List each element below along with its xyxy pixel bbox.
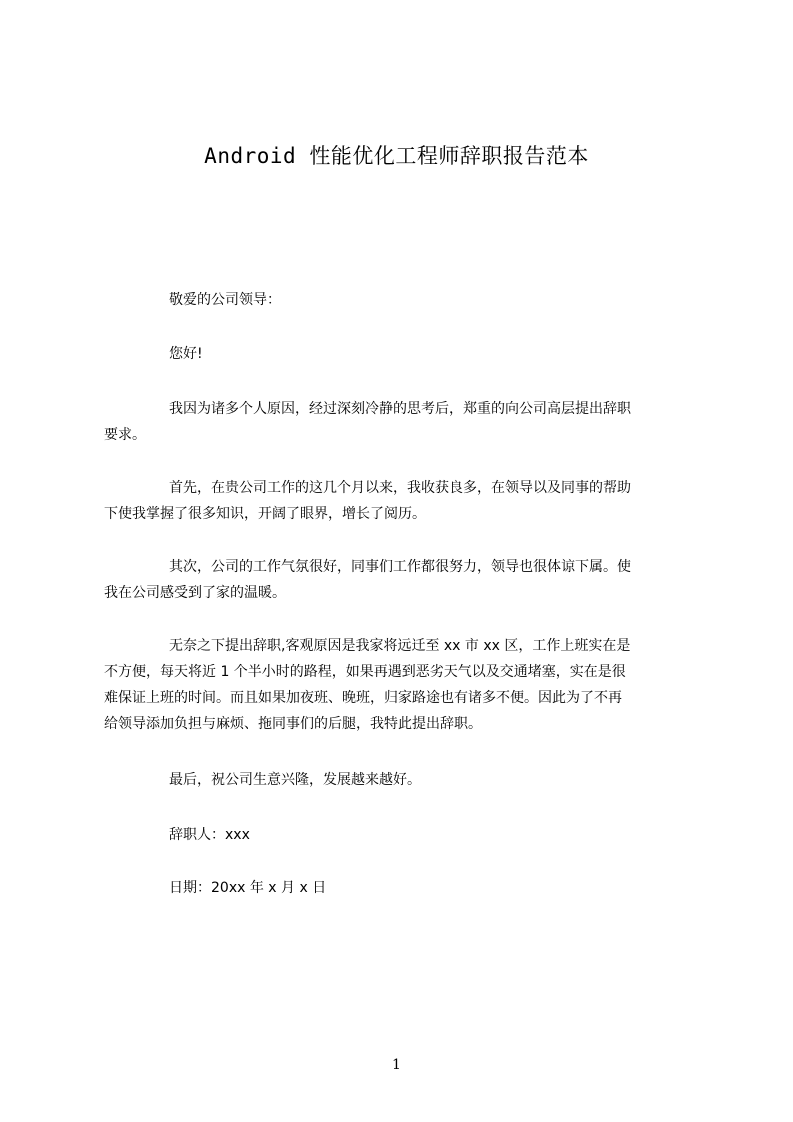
signature: 辞职人：xxx xyxy=(169,827,250,843)
paragraph-1-line-2: 要求。 xyxy=(104,427,146,443)
paragraph-1-line-1: 我因为诸多个人原因，经过深刻冷静的思考后，郑重的向公司高层提出辞职 xyxy=(169,401,631,417)
salutation: 敬爱的公司领导： xyxy=(169,292,281,308)
document-title: Android 性能优化工程师辞职报告范本 xyxy=(204,144,589,168)
paragraph-4-line-3: 难保证上班的时间。而且如果加夜班、晚班，归家路途也有诸多不便。因此为了不再 xyxy=(104,690,622,706)
paragraph-2-line-1: 首先，在贵公司工作的这几个月以来，我收获良多，在领导以及同事的帮助 xyxy=(169,480,631,496)
paragraph-2-line-2: 下使我掌握了很多知识，开阔了眼界，增长了阅历。 xyxy=(104,506,426,522)
paragraph-3-line-2: 我在公司感受到了家的温暖。 xyxy=(104,585,286,601)
paragraph-4-line-2: 不方便，每天将近 1 个半小时的路程，如果再遇到恶劣天气以及交通堵塞，实在是很 xyxy=(104,664,626,680)
page-number: 1 xyxy=(392,1057,401,1073)
closing: 最后，祝公司生意兴隆，发展越来越好。 xyxy=(169,772,421,788)
paragraph-4-line-1: 无奈之下提出辞职,客观原因是我家将远迁至 xx 市 xx 区，工作上班实在是 xyxy=(169,638,631,654)
paragraph-4-line-4: 给领导添加负担与麻烦、拖同事们的后腿，我特此提出辞职。 xyxy=(104,716,482,732)
greeting: 您好! xyxy=(169,346,203,362)
date: 日期：20xx 年 x 月 x 日 xyxy=(169,880,327,896)
paragraph-3-line-1: 其次，公司的工作气氛很好，同事们工作都很努力，领导也很体谅下属。使 xyxy=(169,559,631,575)
